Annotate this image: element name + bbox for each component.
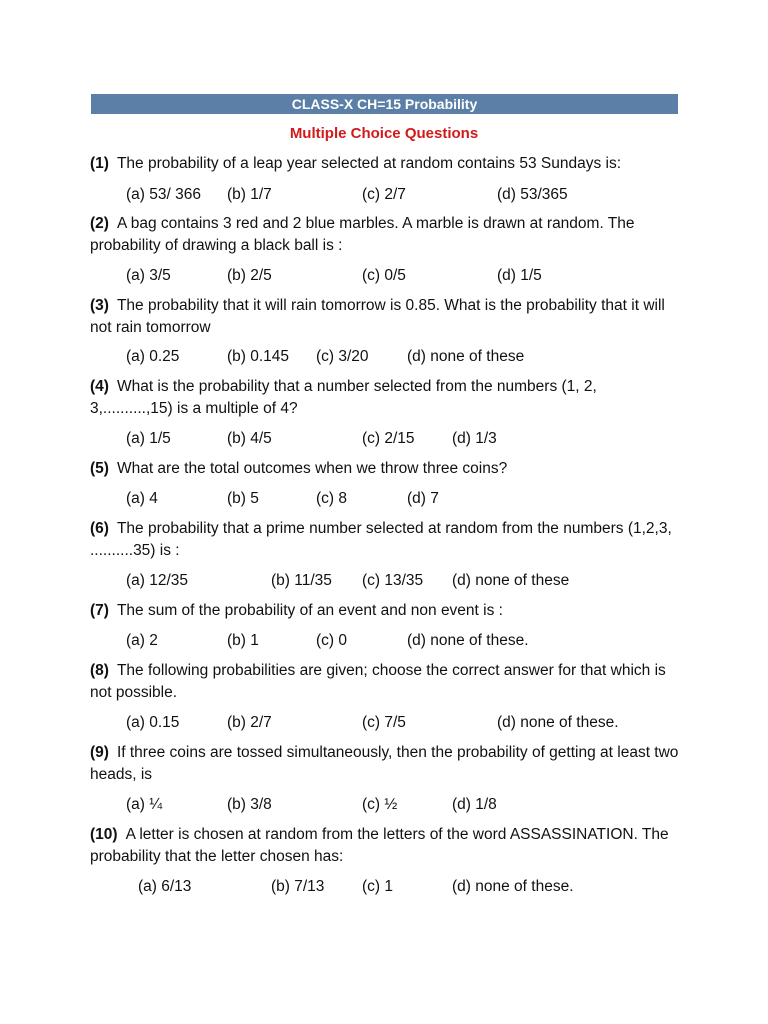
question-9 <box>90 742 680 786</box>
question-6 <box>90 518 680 562</box>
question-text: The probability of a leap year selected at random contains 53 Sundays is: <box>116 155 621 172</box>
options-3 <box>0 346 768 368</box>
options-4 <box>0 428 768 450</box>
section-subtitle: Multiple Choice Questions <box>289 125 479 142</box>
option-a: (a) 12/35 <box>126 572 189 589</box>
question-10 <box>90 824 680 868</box>
question-text: A bag contains 3 red and 2 blue marbles. A marble is drawn at random. The probability of drawing a black ball is : <box>90 215 635 254</box>
question-number: (10) <box>90 826 118 843</box>
question-5 <box>90 458 680 480</box>
page-title: CLASS-X CH=15 Probability <box>91 94 678 114</box>
question-number: (1) <box>90 155 109 172</box>
option-b: (b) 2/5 <box>227 267 272 284</box>
question-text: What are the total outcomes when we throw three coins? <box>116 460 508 477</box>
option-a: (a) 6/13 <box>138 878 192 895</box>
option-b: (b) 7/13 <box>271 878 325 895</box>
question-number: (8) <box>90 662 109 679</box>
option-d: (d) 1/8 <box>452 796 497 813</box>
option-b: (b) 5 <box>227 490 259 507</box>
option-a: (a) 1/5 <box>126 430 171 447</box>
option-b: (b) 3/8 <box>227 796 272 813</box>
question-number: (3) <box>90 297 109 314</box>
question-number: (7) <box>90 602 109 619</box>
option-c: (c) 2/7 <box>362 186 406 203</box>
options-8 <box>0 712 768 734</box>
options-5 <box>0 488 768 510</box>
option-c: (c) 7/5 <box>362 714 406 731</box>
options-1 <box>0 184 768 206</box>
option-b: (b) 2/7 <box>227 714 272 731</box>
options-10 <box>0 876 768 898</box>
option-c: (c) 0/5 <box>362 267 406 284</box>
option-a: (a) 3/5 <box>126 267 171 284</box>
option-c: (c) 0 <box>316 632 347 649</box>
option-d: (d) 1/5 <box>497 267 542 284</box>
question-text: If three coins are tossed simultaneously, then the probability of getting at least two heads, is <box>90 744 679 783</box>
option-a: (a) 0.15 <box>126 714 180 731</box>
options-2 <box>0 265 768 287</box>
question-7 <box>90 600 680 622</box>
question-text: The following probabilities are given; choose the correct answer for that which is not possible. <box>90 662 666 701</box>
option-b: (b) 1 <box>227 632 259 649</box>
option-b: (b) 0.145 <box>227 348 290 365</box>
options-6 <box>0 570 768 592</box>
question-text: The probability that a prime number selected at random from the numbers (1,2,3, ..........35) is : <box>90 520 672 559</box>
option-d: (d) none of these <box>452 572 570 589</box>
option-b: (b) 11/35 <box>271 572 332 589</box>
question-2 <box>90 213 680 257</box>
question-text: The probability that it will rain tomorrow is 0.85. What is the probability that it will not rain tomorrow <box>90 297 665 336</box>
option-c: (c) ½ <box>362 796 398 813</box>
option-c: (c) 1 <box>362 878 393 895</box>
question-number: (2) <box>90 215 109 232</box>
option-d: (d) 7 <box>407 490 439 507</box>
option-d: (d) none of these. <box>407 632 529 649</box>
option-c: (c) 2/15 <box>362 430 415 447</box>
option-b: (b) 1/7 <box>227 186 272 203</box>
option-d: (d) 53/365 <box>497 186 568 203</box>
question-number: (5) <box>90 460 109 477</box>
question-number: (9) <box>90 744 109 761</box>
option-d: (d) none of these <box>407 348 525 365</box>
option-a: (a) 4 <box>126 490 158 507</box>
option-d: (d) none of these. <box>497 714 619 731</box>
options-9 <box>0 794 768 816</box>
option-a: (a) 0.25 <box>126 348 180 365</box>
option-d: (d) 1/3 <box>452 430 497 447</box>
option-b: (b) 4/5 <box>227 430 272 447</box>
question-text: The sum of the probability of an event and non event is : <box>116 602 503 619</box>
question-4 <box>90 376 680 420</box>
option-c: (c) 3/20 <box>316 348 369 365</box>
question-text: A letter is chosen at random from the letters of the word ASSASSINATION. The probability that the letter chosen has: <box>90 826 669 865</box>
question-number: (4) <box>90 378 109 395</box>
option-d: (d) none of these. <box>452 878 574 895</box>
question-text: What is the probability that a number selected from the numbers (1, 2, 3,..........,15) is a multiple of 4? <box>90 378 597 417</box>
question-number: (6) <box>90 520 109 537</box>
question-3 <box>90 295 680 339</box>
option-a: (a) ¼ <box>126 796 163 813</box>
option-a: (a) 53/ 366 <box>126 186 201 203</box>
question-1 <box>90 153 680 175</box>
options-7 <box>0 630 768 652</box>
option-a: (a) 2 <box>126 632 158 649</box>
option-c: (c) 13/35 <box>362 572 424 589</box>
question-8 <box>90 660 680 704</box>
option-c: (c) 8 <box>316 490 347 507</box>
